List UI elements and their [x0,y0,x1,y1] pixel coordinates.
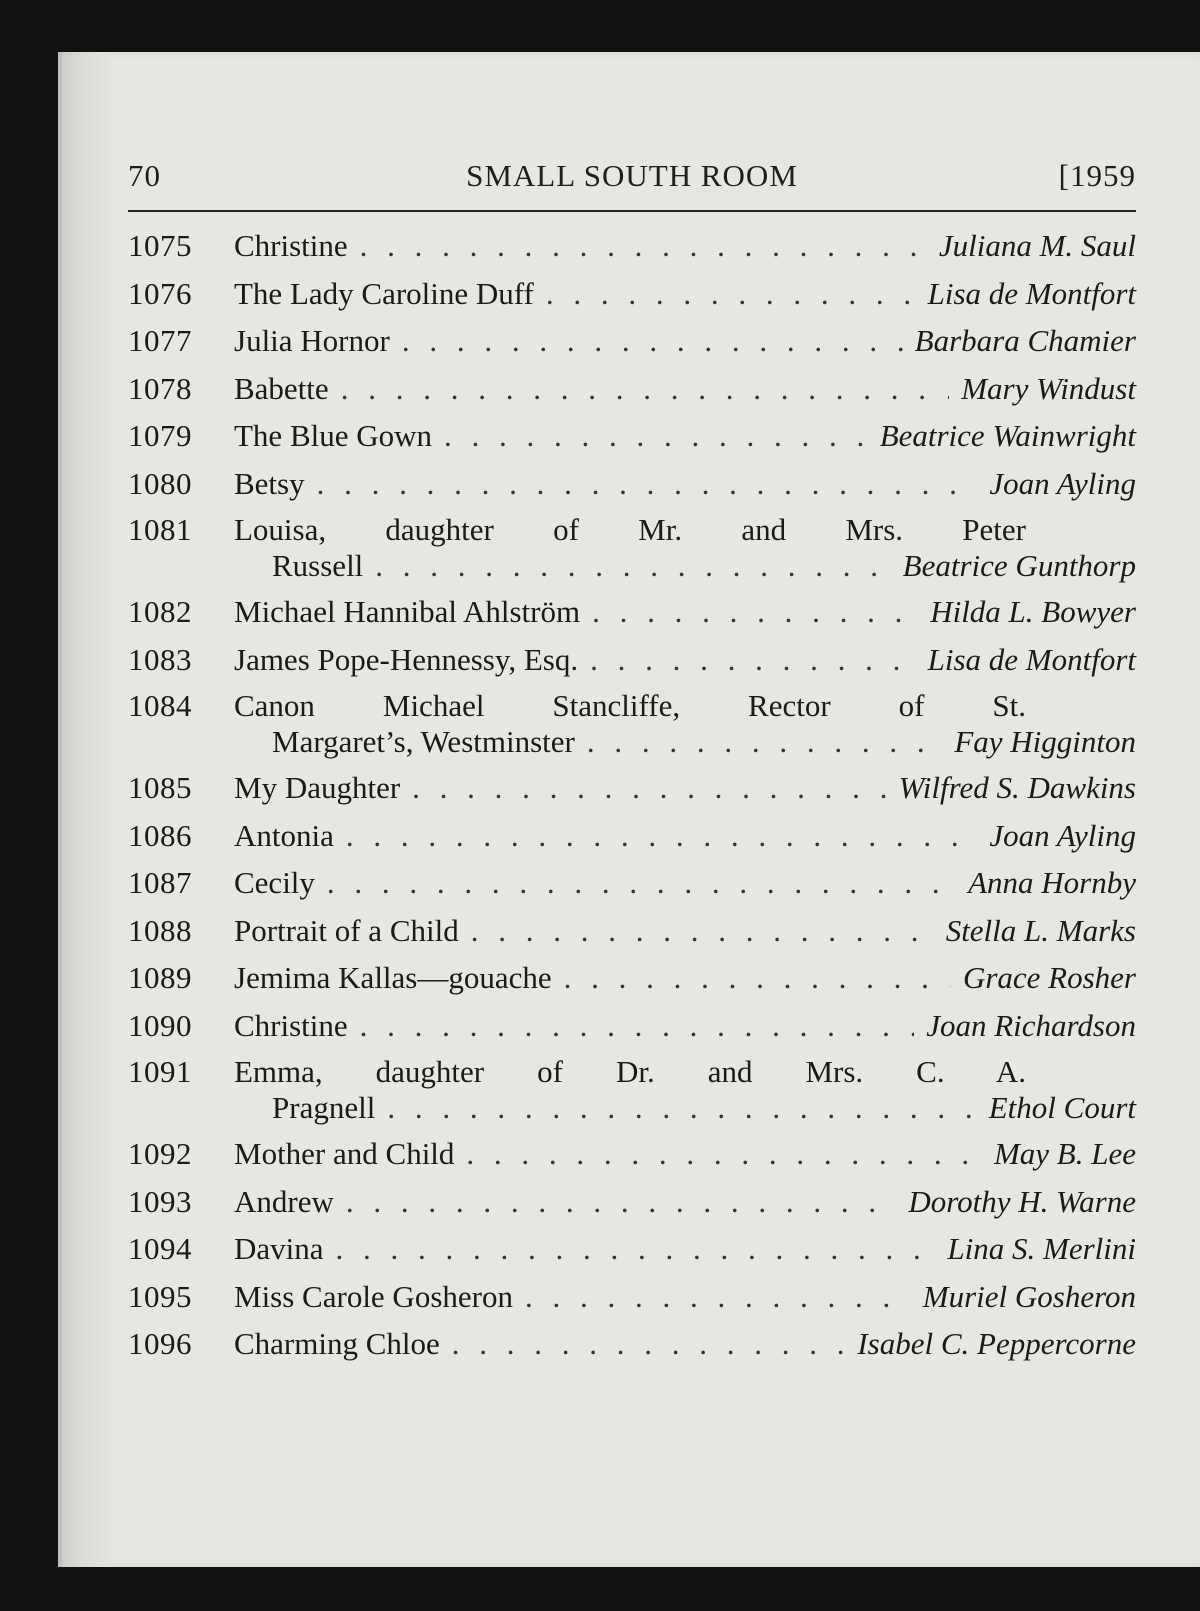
section-title: SMALL SOUTH ROOM [466,158,798,193]
entry-title: The Lady Caroline Duff [234,275,534,311]
entry-title: Julia Hornor [234,323,390,358]
page-number: 70 [128,158,161,193]
entry-title: Babette [234,370,329,406]
catalogue-entry [128,688,1136,764]
entry-artist: Hilda L. Bowyer [930,594,1136,629]
catalogue-entry [128,222,1136,270]
entry-number: 1086 [128,817,192,853]
header-rule [128,210,1136,212]
entry-artist: Juliana M. Saul [938,228,1136,263]
dot-leader [525,1273,911,1321]
dot-leader [387,1090,976,1126]
entry-title-line2: Margaret’s, Westminster [272,724,575,759]
entry-number: 1094 [128,1231,192,1266]
dot-leader [590,636,915,684]
catalogue-entry [128,512,1136,588]
catalogue-entry [128,1002,1136,1050]
catalogue-entry [128,1178,1136,1226]
dot-leader [327,859,956,907]
entry-title-line1: Canon Michael Stancliffe, Rector of St. [234,688,1026,723]
entry-title: Christine [234,1007,348,1043]
entry-artist: Lisa de Montfort [927,275,1136,311]
entry-artist: May B. Lee [993,1136,1136,1171]
catalogue-entry [128,859,1136,907]
catalogue-entry [128,636,1136,684]
entry-number: 1092 [128,1136,192,1171]
catalogue-entry [128,365,1136,413]
entry-number: 1087 [128,865,192,900]
catalogue-entry [128,1225,1136,1273]
running-header [128,150,1136,202]
catalogue-entry [128,412,1136,460]
entry-title: The Blue Gown [234,418,433,453]
entry-number: 1080 [128,465,192,501]
entry-number: 1096 [128,1326,192,1361]
dot-leader [546,270,916,318]
catalogue-entry [128,270,1136,318]
entry-number: 1093 [128,1183,192,1219]
entry-number: 1075 [128,228,192,263]
catalogue-entry [128,907,1136,955]
entry-title: Miss Carole Gosheron [234,1278,513,1314]
entry-artist: Anna Hornby [968,865,1136,900]
catalogue-entry [128,588,1136,636]
entry-number: 1095 [128,1278,192,1314]
entry-artist: Grace Rosher [962,960,1136,995]
dot-leader [592,588,918,636]
dot-leader [444,412,868,460]
entry-number: 1088 [128,912,192,948]
entry-number: 1085 [128,770,192,805]
catalogue-entry [128,1320,1136,1368]
entry-number: 1089 [128,960,192,995]
entry-title: Mother and Child [234,1136,455,1171]
entry-artist: Barbara Chamier [914,323,1136,358]
entry-title-line2: Russell [272,548,364,583]
catalogue-entry [128,812,1136,860]
entry-number: 1083 [128,641,192,677]
dot-leader [360,1002,915,1050]
entry-artist: Joan Richardson [926,1007,1136,1043]
entry-title: Jemima Kallas—gouache [234,960,552,995]
dot-leader [471,907,934,955]
entry-artist: Fay Higginton [954,724,1136,759]
dot-leader [466,1130,982,1178]
entry-number: 1082 [128,594,192,629]
entry-number: 1081 [128,512,192,547]
entry-number: 1078 [128,370,192,406]
entry-title: Christine [234,228,348,263]
entry-artist: Isabel C. Peppercorne [857,1326,1136,1361]
dot-leader [336,1225,936,1273]
entry-artist: Lisa de Montfort [927,641,1136,677]
dot-leader [564,954,951,1002]
entry-number: 1084 [128,688,192,723]
dot-leader [587,724,942,760]
dot-leader [317,460,978,508]
catalogue-entry [128,1054,1136,1130]
dot-leader [452,1320,846,1368]
entry-artist: Stella L. Marks [945,912,1136,948]
entry-title-line2: Pragnell [272,1090,376,1125]
catalogue-entry [128,1273,1136,1321]
entry-title: Cecily [234,865,315,900]
catalogue-entry [128,1130,1136,1178]
entry-artist: Joan Ayling [989,817,1136,853]
catalogue-entry [128,764,1136,812]
entry-artist: Beatrice Gunthorp [902,548,1136,583]
entry-number: 1077 [128,323,192,358]
entry-artist: Lina S. Merlini [947,1231,1136,1266]
entry-title: My Daughter [234,770,401,805]
entry-number: 1079 [128,418,192,453]
catalogue-entry [128,460,1136,508]
catalogue-list [128,222,1136,1368]
header-year: [1959 [1058,158,1136,193]
entry-artist: Joan Ayling [989,465,1136,501]
entry-title: James Pope-Hennessy, Esq. [234,641,579,677]
entry-artist: Ethol Court [988,1090,1136,1125]
entry-title-line1: Louisa, daughter of Mr. and Mrs. Peter [234,512,1026,547]
catalogue-entry [128,317,1136,365]
entry-title: Charming Chloe [234,1326,440,1361]
dot-leader [341,365,950,413]
page-edge [58,52,112,1567]
dot-leader [412,764,886,812]
entry-title: Michael Hannibal Ahlström [234,594,581,629]
entry-title: Andrew [234,1183,334,1219]
dot-leader [375,548,890,584]
entry-artist: Muriel Gosheron [922,1278,1136,1314]
entry-number: 1076 [128,275,192,311]
entry-title: Antonia [234,817,334,853]
dot-leader [360,222,927,270]
dot-leader [402,317,903,365]
entry-number: 1090 [128,1007,192,1043]
entry-title: Portrait of a Child [234,912,459,948]
catalogue-entry [128,954,1136,1002]
dot-leader [346,812,977,860]
entry-artist: Wilfred S. Dawkins [898,770,1136,805]
dot-leader [346,1178,897,1226]
entry-artist: Dorothy H. Warne [908,1183,1136,1219]
entry-number: 1091 [128,1054,192,1089]
entry-artist: Mary Windust [961,370,1136,406]
entry-title-line1: Emma, daughter of Dr. and Mrs. C. A. [234,1054,1026,1089]
entry-artist: Beatrice Wainwright [879,418,1136,453]
entry-title: Davina [234,1231,324,1266]
entry-title: Betsy [234,465,305,501]
